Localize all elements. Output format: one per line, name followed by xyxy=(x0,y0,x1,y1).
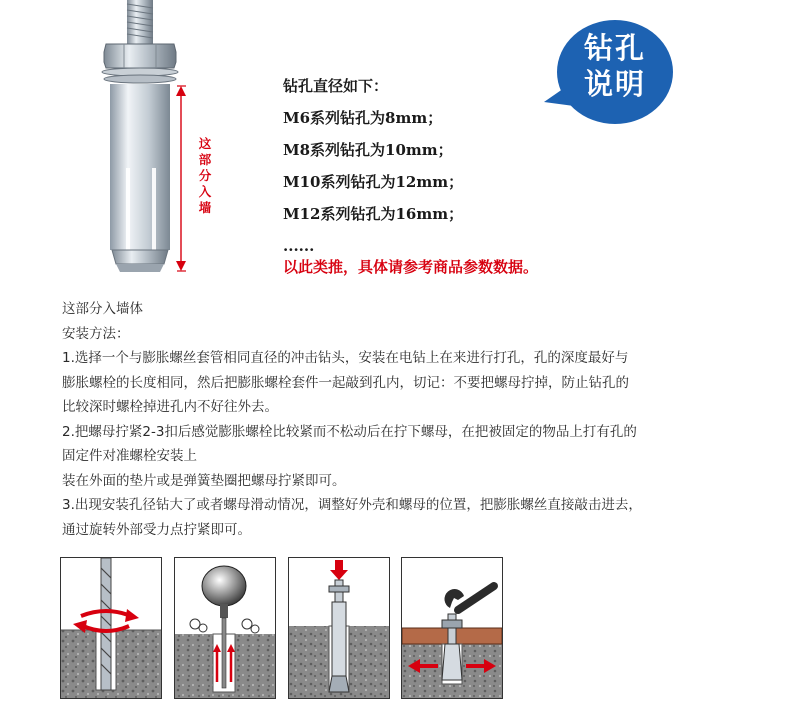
spec-line-m6: M6系列钻孔为8mm； xyxy=(283,109,443,127)
wall-label-char: 墙 xyxy=(198,200,212,215)
blower-bulb-icon xyxy=(175,558,275,698)
instruction-line: 这部分入墙体 xyxy=(62,301,143,317)
installation-instructions xyxy=(62,297,762,542)
instruction-line: 装在外面的垫片或是弹簧垫圈把螺母拧紧即可。 xyxy=(62,472,346,489)
step-panel-insert xyxy=(288,557,390,699)
wall-label-char: 分 xyxy=(198,168,212,183)
spec-line-m10: M10系列钻孔为12mm； xyxy=(283,173,464,191)
instruction-line: 膨胀螺栓的长度相同，然后把膨胀螺栓套件一起敲到孔内，切记：不要把螺母拧掉，防止钻孔的 xyxy=(62,374,629,391)
instruction-line: 通过旋转外部受力点拧紧即可。 xyxy=(62,521,251,538)
wrench-tighten-icon xyxy=(402,558,502,698)
expansion-bolt-illustration xyxy=(60,0,300,280)
badge-text xyxy=(566,30,664,102)
step-panel-blow xyxy=(174,557,276,699)
wall-depth-label xyxy=(196,136,214,216)
drill-bit-icon xyxy=(61,558,161,698)
spec-note: 以此类推，具体请参考商品参数数据。 xyxy=(283,258,539,276)
instruction-line: 3.出现安装孔径钻大了或者螺母滑动情况，调整好外壳和螺母的位置，把膨胀螺丝直接敲击进去， xyxy=(62,497,642,513)
wall-label-char: 部 xyxy=(198,152,212,167)
instruction-line: 比较深时螺栓掉进孔内不好往外去。 xyxy=(62,399,278,415)
instruction-line: 2.把螺母拧紧2-3扣后感觉膨胀螺栓比较紧而不松动后在拧下螺母，在把被固定的物品上打有孔的 xyxy=(62,423,637,440)
wall-label-char: 这 xyxy=(198,136,212,151)
badge-line-2: 说明 xyxy=(583,67,646,101)
instruction-line: 1.选择一个与膨胀螺丝套管相同直径的冲击钻头，安装在电钻上在来进行打孔，孔的深度最好与 xyxy=(62,350,629,366)
step-panel-tighten xyxy=(401,557,503,699)
hammer-anchor-icon xyxy=(289,558,389,698)
wall-label-char: 入 xyxy=(198,184,212,199)
spec-line-m12: M12系列钻孔为16mm； xyxy=(283,205,464,223)
spec-line-ellipsis: ...... xyxy=(283,237,315,255)
instruction-line: 安装方法： xyxy=(62,325,130,342)
instruction-line: 固定件对准螺栓安装上 xyxy=(62,448,197,464)
spec-title: 钻孔直径如下： xyxy=(283,77,389,95)
badge-line-1: 钻孔 xyxy=(583,31,646,65)
step-panel-drill xyxy=(60,557,162,699)
spec-line-m8: M8系列钻孔为10mm； xyxy=(283,141,453,159)
